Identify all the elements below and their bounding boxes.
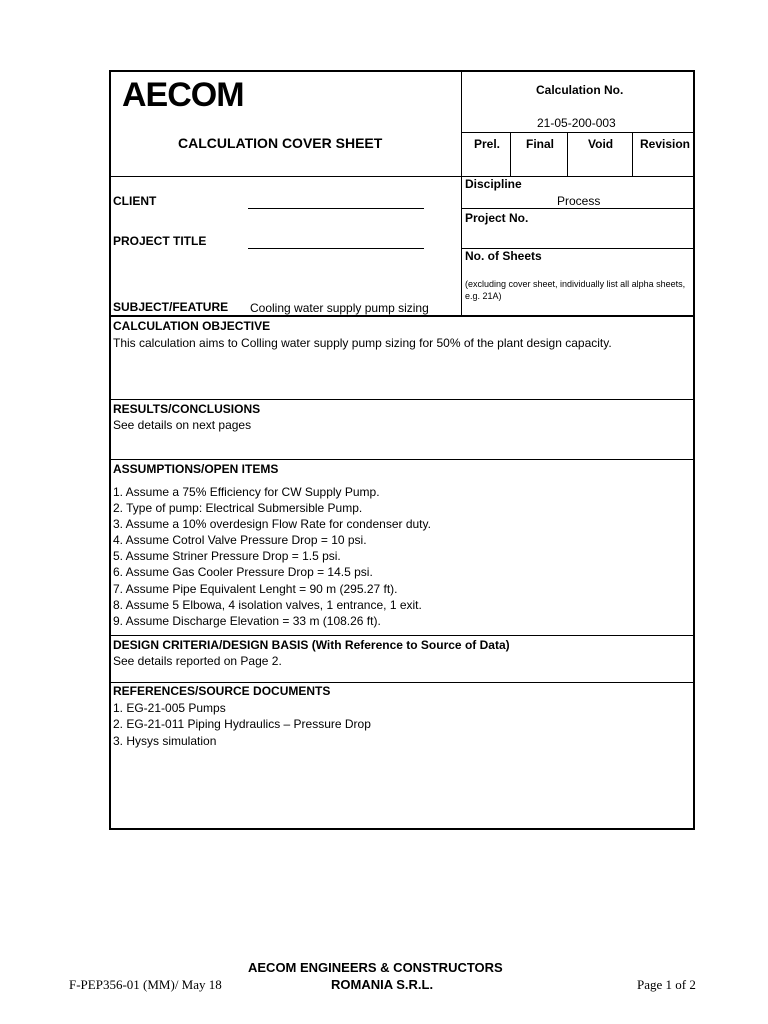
company-name-line-2: ROMANIA S.R.L. [331, 977, 434, 992]
page-title: CALCULATION COVER SHEET [178, 135, 383, 151]
calculation-cover-sheet [109, 70, 695, 830]
client-field-line [248, 208, 424, 209]
status-divider-1 [510, 132, 511, 176]
status-prel: Prel. [474, 137, 501, 151]
objective-bottom-line [109, 399, 695, 400]
status-void: Void [588, 137, 614, 151]
project-title-field-line [248, 248, 424, 249]
info-bottom-line [109, 315, 695, 317]
status-divider-3 [632, 132, 633, 176]
status-revision: Revision [640, 137, 691, 151]
results-text: See details on next pages [113, 418, 252, 432]
status-final: Final [526, 137, 555, 151]
criteria-title: DESIGN CRITERIA/DESIGN BASIS (With Reference to Source of Data) [113, 638, 510, 652]
discipline-label: Discipline [465, 177, 522, 191]
references-title: REFERENCES/SOURCE DOCUMENTS [113, 684, 331, 698]
list-item: 8. Assume 5 Elbowa, 4 isolation valves, 1 entrance, 1 exit. [113, 598, 422, 612]
subject-label: SUBJECT/FEATURE [113, 300, 229, 314]
criteria-text: See details reported on Page 2. [113, 654, 282, 668]
project-title-label: PROJECT TITLE [113, 234, 207, 248]
subject-value: Cooling water supply pump sizing [250, 301, 429, 315]
list-item: 3. Assume a 10% overdesign Flow Rate for condenser duty. [113, 517, 431, 531]
header-divider [461, 70, 462, 316]
calc-no-label: Calculation No. [536, 83, 624, 97]
form-id: F-PEP356-01 (MM)/ May 18 [69, 977, 222, 992]
header-bottom-line [109, 176, 695, 177]
list-item: 1. EG-21-005 Pumps [113, 701, 226, 715]
assumptions-title: ASSUMPTIONS/OPEN ITEMS [113, 462, 279, 476]
list-item: 2. Type of pump: Electrical Submersible Pump. [113, 501, 363, 515]
list-item: 9. Assume Discharge Elevation = 33 m (108.26 ft). [113, 614, 381, 628]
assumptions-bottom-line [109, 635, 695, 636]
objective-title: CALCULATION OBJECTIVE [113, 319, 271, 333]
results-bottom-line [109, 459, 695, 460]
status-row-top-line [461, 132, 695, 133]
list-item: 3. Hysys simulation [113, 734, 217, 748]
list-item: 2. EG-21-011 Piping Hydraulics – Pressure Drop [113, 717, 371, 731]
sheets-label: No. of Sheets [465, 249, 542, 263]
list-item: 5. Assume Striner Pressure Drop = 1.5 psi. [113, 549, 341, 563]
company-name-line-1: AECOM ENGINEERS & CONSTRUCTORS [248, 960, 503, 975]
list-item: 7. Assume Pipe Equivalent Lenght = 90 m (295.27 ft). [113, 582, 398, 596]
objective-text: This calculation aims to Colling water supply pump sizing for 50% of the plant design capacity. [113, 336, 612, 350]
discipline-value: Process [557, 194, 601, 208]
criteria-bottom-line [109, 682, 695, 683]
project-no-label: Project No. [465, 211, 529, 225]
aecom-logo: AECOM [122, 76, 244, 114]
page-number: Page 1 of 2 [637, 977, 696, 992]
results-title: RESULTS/CONCLUSIONS [113, 402, 261, 416]
sheets-note-1: (excluding cover sheet, individually list all alpha sheets, [465, 279, 686, 289]
client-label: CLIENT [113, 194, 157, 208]
discipline-bottom-line [461, 208, 695, 209]
sheets-note-2: e.g. 21A) [465, 291, 502, 301]
calc-no-value: 21-05-200-003 [537, 116, 616, 130]
list-item: 4. Assume Cotrol Valve Pressure Drop = 10 psi. [113, 533, 367, 547]
list-item: 1. Assume a 75% Efficiency for CW Supply Pump. [113, 485, 380, 499]
list-item: 6. Assume Gas Cooler Pressure Drop = 14.5 psi. [113, 565, 373, 579]
status-divider-2 [567, 132, 568, 176]
